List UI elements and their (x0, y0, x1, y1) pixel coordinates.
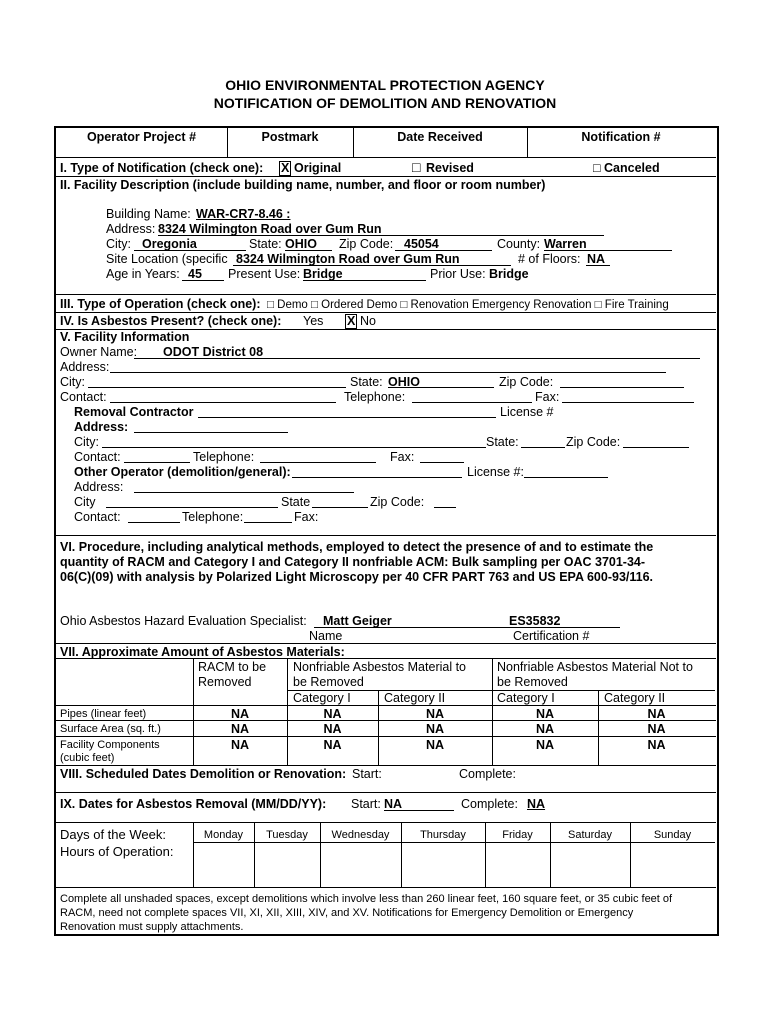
specialist-name: Matt Geiger (323, 614, 392, 628)
days-of-week-label: Days of the Week: (60, 827, 166, 842)
owner-contact-label: Contact: (60, 390, 107, 404)
floors-value: NA (587, 252, 606, 266)
age-label: Age in Years: (106, 267, 180, 281)
other-address-label: Address: (74, 480, 124, 494)
nonfriable-removed-header-1: Nonfriable Asbestos Material to (293, 660, 467, 674)
removal-complete-value: NA (527, 797, 546, 811)
removal-start-value: NA (384, 797, 403, 811)
specialist-label: Ohio Asbestos Hazard Evaluation Specialist: (60, 614, 307, 628)
table-cell: NA (425, 738, 445, 752)
footer-line-3: Renovation must supply attachments. (60, 921, 244, 933)
category-1-header: Category I (293, 691, 351, 705)
removal-license-label: License # (500, 405, 554, 419)
removal-telephone-label: Telephone: (193, 450, 255, 464)
owner-name-value: ODOT District 08 (163, 345, 264, 359)
removal-contact-label: Contact: (74, 450, 121, 464)
day-sunday: Sunday (653, 829, 692, 841)
removal-state-label: State: (486, 435, 519, 449)
table-cell: NA (230, 738, 250, 752)
removal-start-label: Start: (351, 797, 381, 811)
table-cell: NA (425, 707, 445, 721)
site-location-label: Site Location (specific (106, 252, 228, 266)
row-pipes-label: Pipes (linear feet) (60, 708, 147, 720)
removal-dates-label: IX. Dates for Asbestos Removal (MM/DD/YY): (60, 797, 327, 811)
owner-telephone-label: Telephone: (344, 390, 406, 404)
day-tuesday: Tuesday (266, 829, 308, 841)
table-cell: NA (535, 722, 555, 736)
table-cell: NA (323, 722, 342, 736)
removal-complete-label: Complete: (461, 797, 518, 811)
facility-description-label: II. Facility Description (include building name, number, and floor or room number) (60, 178, 546, 192)
footer-line-1: Complete all unshaded spaces, except demolitions which involve less than 260 linear feet, 160 square feet, or 35 cubic feet of (60, 893, 673, 905)
category-2-header: Category II (384, 691, 446, 705)
revised-label: Revised (426, 161, 474, 175)
other-fax-label: Fax: (294, 510, 319, 524)
table-cell: NA (647, 707, 666, 721)
removal-fax-label: Fax: (390, 450, 415, 464)
county-value: Warren (544, 237, 587, 251)
owner-city-label: City: (60, 375, 85, 389)
operator-project-label: Operator Project # (86, 130, 197, 144)
table-cell: NA (647, 722, 666, 736)
city-value: Oregonia (142, 237, 197, 251)
procedure-line-3: 06(C)(09) with analysis by Polarized Light Microscopy per 40 CFR PART 763 and US EPA 600-93/116. (60, 570, 654, 584)
original-label: Original (294, 161, 342, 175)
asbestos-yes-label[interactable]: Yes (303, 314, 324, 328)
age-value: 45 (188, 267, 202, 281)
zip-value: 45054 (404, 237, 439, 251)
table-cell: NA (535, 707, 555, 721)
postmark-label: Postmark (261, 130, 319, 144)
asbestos-no-checkbox[interactable]: X (347, 314, 356, 328)
day-thursday: Thursday (420, 829, 466, 841)
day-saturday: Saturday (567, 829, 613, 841)
owner-fax-label: Fax: (535, 390, 560, 404)
racm-header-1: RACM to be (198, 660, 267, 674)
removal-city-label: City: (74, 435, 99, 449)
footer-line-2: RACM, need not complete spaces VII, XI, XII, XIII, XIV, and XV. Notifications for Emergency Demolition or Emergency (60, 907, 634, 919)
owner-zip-label: Zip Code: (499, 375, 554, 389)
scheduled-complete-label: Complete: (459, 767, 516, 781)
table-cell: NA (323, 738, 342, 752)
nonfriable-removed-header-2: be Removed (293, 675, 364, 689)
prior-use-value: Bridge (489, 267, 529, 281)
category-1b-header: Category I (497, 691, 555, 705)
removal-address-label: Address: (74, 420, 129, 434)
other-operator-label: Other Operator (demolition/general): (74, 465, 291, 479)
original-checkbox[interactable]: X (281, 161, 290, 175)
name-caption: Name (309, 629, 343, 643)
asbestos-no-label: No (360, 314, 376, 328)
present-use-label: Present Use: (228, 267, 301, 281)
day-friday: Friday (502, 829, 533, 841)
owner-state-value: OHIO (388, 375, 420, 389)
state-value: OHIO (285, 237, 317, 251)
other-state-label: State (281, 495, 311, 509)
specialist-certification: ES35832 (509, 614, 561, 628)
prior-use-label: Prior Use: (430, 267, 486, 281)
nonfriable-not-removed-header-1: Nonfriable Asbestos Material Not to (497, 660, 693, 674)
address-value: 8324 Wilmington Road over Gum Run (158, 222, 382, 236)
hours-of-operation-label: Hours of Operation: (60, 844, 174, 859)
scheduled-dates-label: VIII. Scheduled Dates Demolition or Renovation: (60, 767, 347, 781)
zip-label: Zip Code: (339, 237, 394, 251)
date-received-label: Date Received (397, 130, 483, 144)
notification-number-label: Notification # (581, 130, 661, 144)
address-label: Address: (106, 222, 156, 236)
type-of-notification-label: I. Type of Notification (check one): (60, 161, 264, 175)
owner-name-label: Owner Name: (60, 345, 138, 359)
owner-address-label: Address: (60, 360, 110, 374)
floors-label: # of Floors: (518, 252, 581, 266)
site-location-value: 8324 Wilmington Road over Gum Run (236, 252, 460, 266)
other-license-label: License #: (467, 465, 524, 479)
building-name-value: WAR-CR7-8.46 : (196, 207, 291, 221)
owner-state-label: State: (350, 375, 383, 389)
present-use-value: Bridge (303, 267, 343, 281)
state-label: State: (249, 237, 282, 251)
nonfriable-not-removed-header-2: be Removed (497, 675, 568, 689)
table-cell: NA (230, 707, 250, 721)
city-label: City: (106, 237, 131, 251)
operation-options[interactable]: □ Demo □ Ordered Demo □ Renovation Emergency Renovation □ Fire Training (267, 299, 669, 311)
asbestos-present-label: IV. Is Asbestos Present? (check one): (60, 314, 282, 328)
form-title: NOTIFICATION OF DEMOLITION AND RENOVATION (213, 95, 557, 111)
removal-zip-label: Zip Code: (566, 435, 621, 449)
table-cell: NA (535, 738, 555, 752)
type-of-operation-label: III. Type of Operation (check one): (60, 297, 261, 311)
other-telephone-label: Telephone: (182, 510, 244, 524)
scheduled-start-label: Start: (352, 767, 382, 781)
certification-caption: Certification # (513, 629, 590, 643)
building-name-label: Building Name: (106, 207, 191, 221)
canceled-checkbox-label[interactable]: □ Canceled (593, 161, 660, 175)
revised-checkbox[interactable]: □ (412, 159, 421, 175)
row-surface-area-label: Surface Area (sq. ft.) (60, 723, 161, 735)
procedure-line-2: quantity of RACM and Category I and Category II nonfriable ACM: Bulk sampling per OAC 3701-34- (60, 555, 646, 569)
row-facility-components-label-2: (cubic feet) (60, 752, 115, 764)
other-zip-label: Zip Code: (370, 495, 425, 509)
county-label: County: (497, 237, 541, 251)
procedure-line-1: VI. Procedure, including analytical methods, employed to detect the presence of and to estimate the (60, 540, 654, 554)
row-facility-components-label: Facility Components (60, 739, 160, 751)
category-2b-header: Category II (604, 691, 666, 705)
day-monday: Monday (203, 829, 244, 841)
asbestos-amount-label: VII. Approximate Amount of Asbestos Materials: (60, 645, 345, 659)
table-cell: NA (647, 738, 666, 752)
day-wednesday: Wednesday (331, 829, 390, 841)
table-cell: NA (323, 707, 342, 721)
facility-information-label: V. Facility Information (60, 330, 190, 344)
removal-contractor-label: Removal Contractor (74, 405, 194, 419)
table-cell: NA (230, 722, 250, 736)
other-contact-label: Contact: (74, 510, 121, 524)
agency-title: OHIO ENVIRONMENTAL PROTECTION AGENCY (225, 77, 545, 93)
racm-header-2: Removed (198, 675, 252, 689)
table-cell: NA (425, 722, 445, 736)
other-city-label: City (74, 495, 96, 509)
